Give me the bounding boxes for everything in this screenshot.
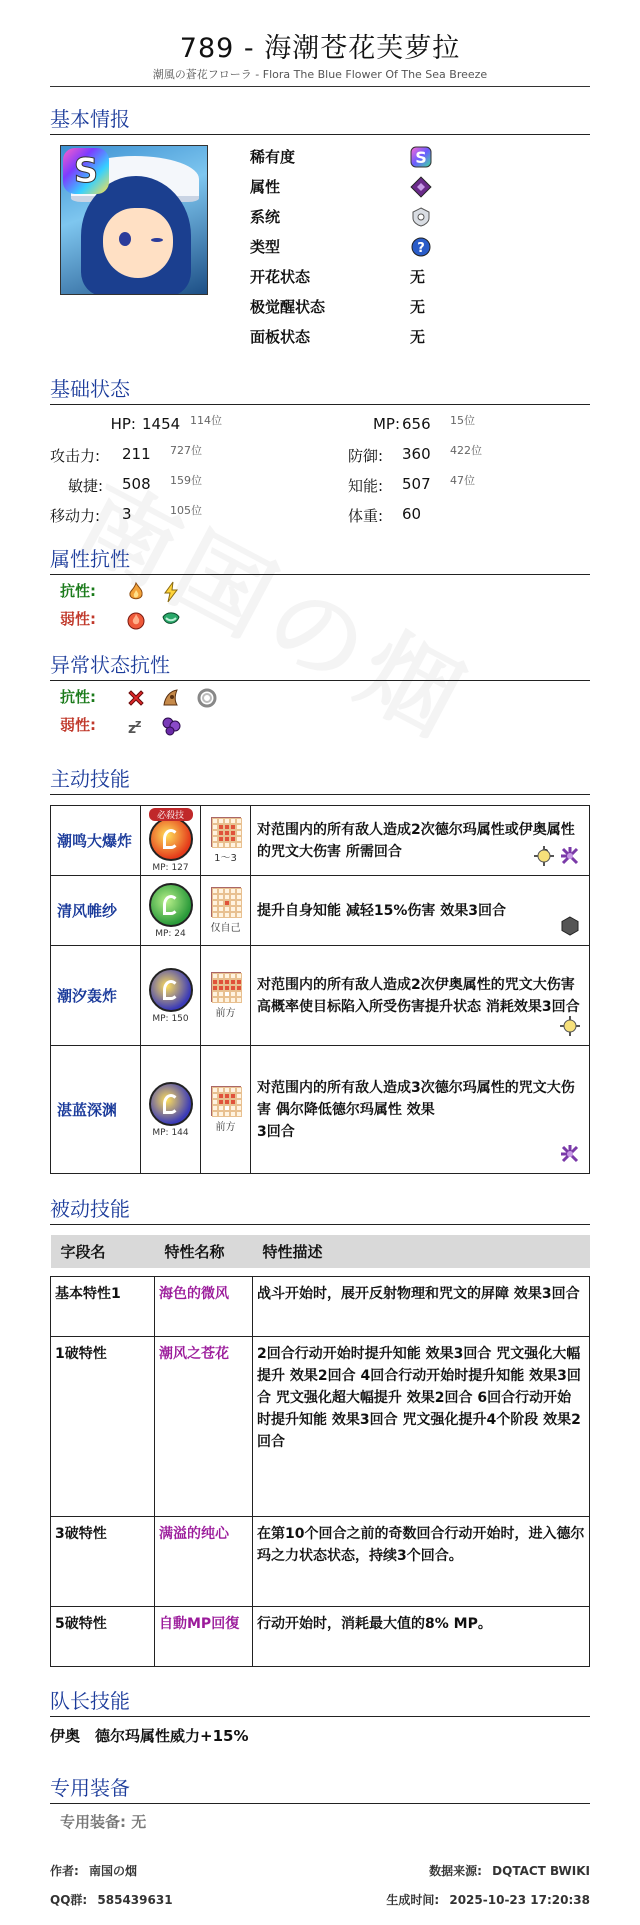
skill-orb-icon [149,968,193,1012]
info-label: 系统 [250,208,281,226]
stat-label: HP: [110,415,136,433]
stat-label: 移动力: [50,507,101,525]
footer-source [429,1862,590,1879]
info-row-element [250,176,570,206]
passive-name: 自動MP回復 [155,1606,253,1666]
fire-element-icon [125,581,147,603]
section-active-skills: 主动技能 [50,763,590,795]
skill-desc-cell [251,946,590,1046]
info-row-awaken [250,296,570,326]
footer-source-value: DQTACT BWIKI [492,1864,590,1878]
page-subtitle: 潮風の蒼花フローラ - Flora The Blue Flower Of The Sea Breeze [152,68,488,81]
elem-resist-row [60,580,190,608]
skill-desc: 对范围内的所有敌人造成3次德尔玛属性的咒文大伤害 偶尔降低德尔玛属性 效果 [257,1079,575,1118]
skill-mp: MP: 144 [152,1127,189,1138]
skill-range: 前方 [215,1122,236,1133]
skill-icon-cell [141,1046,201,1174]
info-row-rarity [250,146,570,176]
footer-author [50,1862,137,1879]
stat-rank: 727位 [170,444,202,457]
footer-author-label: 作者: [50,1864,79,1878]
range-grid-icon [211,1086,241,1116]
skill-mp: MP: 24 [155,928,186,939]
footer-source-label: 数据来源: [429,1864,482,1878]
stat-label: 体重: [348,507,384,525]
info-row-panel [250,326,570,356]
status-weak-row [60,714,190,742]
system-shield-icon [410,206,432,228]
stat-rank: 105位 [170,504,202,517]
stat-value: 3 [122,505,132,523]
resist-label: 抗性: [60,582,96,600]
poison-bubbles-icon [160,715,182,737]
passive-desc: 行动开始时，消耗最大值的8% MP。 [253,1606,590,1666]
info-value: 无 [410,268,426,286]
skill-range-cell [201,946,251,1046]
skill-desc-cell [251,1046,590,1174]
skill-range: 1～3 [214,853,237,864]
stat-rank: 159位 [170,474,202,487]
character-portrait [60,145,208,295]
stat-value: 1454 [142,415,181,433]
skill-mp: MP: 150 [152,1013,189,1024]
equipment-text: 专用装备: 无 [60,1813,147,1831]
footer-time [386,1891,590,1908]
passive-name: 潮风之苍花 [155,1336,253,1516]
skill-row [51,806,590,876]
wind-element-icon [160,609,182,631]
passive-field: 5破特性 [51,1606,155,1666]
passive-row [51,1516,590,1606]
stat-value: 508 [122,475,151,493]
skill-orb-icon [149,817,193,861]
stat-label: 攻击力: [50,447,101,465]
footer-time-label: 生成时间: [386,1893,440,1907]
active-skills-table [50,805,590,1174]
passive-name: 满溢的纯心 [155,1516,253,1606]
weak-label: 弱性: [60,610,96,628]
section-leader-skill: 队长技能 [50,1685,590,1717]
skill-icon-cell [141,946,201,1046]
svg-text:z: z [128,720,137,737]
passive-row [51,1606,590,1666]
stat-value: 360 [402,445,431,463]
passive-desc: 在第10个回合之前的奇数回合行动开始时，进入德尔玛之力状态状态，持续3个回合。 [253,1516,590,1606]
lightning-element-icon [160,581,182,603]
element-purple-icon [410,176,432,198]
portrait-eye-right [151,238,163,242]
section-base-stats: 基础状态 [50,373,590,405]
skill-row [51,946,590,1046]
status-resist-row [60,686,226,714]
skill-range-cell [201,876,251,946]
info-row-bloom [250,266,570,296]
leader-skill-text: 伊奥 德尔玛属性威力+15% [50,1727,249,1745]
passive-desc: 2回合行动开始时提升知能 效果3回合 咒文强化大幅提升 效果2回合 4回合行动开始时提升知能 效果3回合 咒文强化超大幅提升 效果2回合 6回合行动开始时提升知能 效果3回合 咒文强化提升4个阶段 效果2回合 [253,1336,590,1516]
section-equipment: 专用装备 [50,1772,590,1804]
skill-name: 清风帷纱 [51,876,141,946]
info-value: 无 [410,328,426,346]
info-value: 无 [410,298,426,316]
passive-field: 3破特性 [51,1516,155,1606]
resist-label: 抗性: [60,688,96,706]
info-label: 面板状态 [250,328,311,346]
passive-skills-table [50,1235,590,1667]
passive-header-desc: 特性描述 [253,1235,590,1268]
light-element-icon [559,1015,581,1037]
stat-value: 656 [402,415,431,433]
skill-icon-cell [141,876,201,946]
skill-row [51,1046,590,1174]
svg-text:?: ? [417,241,425,256]
range-grid-icon [211,817,241,847]
stat-value: 507 [402,475,431,493]
stat-rank: 422位 [450,444,482,457]
portrait-eye-left [119,232,131,246]
flame-element-icon [125,609,147,631]
stat-rank: 15位 [450,414,475,427]
info-label: 稀有度 [250,148,296,166]
title-divider [50,86,590,87]
passive-field: 基本特性1 [51,1276,155,1336]
passive-header-row [51,1235,590,1268]
footer-qq-value: 585439631 [97,1893,173,1907]
skill-row [51,876,590,946]
skill-range: 仅自己 [210,923,241,934]
beast-claw-icon [160,687,182,709]
skill-mp: MP: 127 [152,863,189,873]
stat-label: 敏捷: [68,477,104,495]
passive-row [51,1276,590,1336]
dark-swirl-icon [559,1143,581,1165]
skill-name: 湛蓝深渊 [51,1046,141,1174]
section-basic-info: 基本情报 [50,103,590,135]
stat-value: 60 [402,505,422,523]
light-element-icon [533,845,555,867]
weak-label: 弱性: [60,716,96,734]
info-label: 极觉醒状态 [250,298,326,316]
range-grid-icon [211,887,241,917]
stat-rank: 47位 [450,474,475,487]
passive-header-name: 特性名称 [155,1235,253,1268]
footer-qq-label: QQ群: [50,1893,88,1907]
red-x-icon [125,687,147,709]
info-row-type [250,236,570,266]
type-spell-icon [410,236,432,258]
stat-rank: 114位 [190,414,222,427]
info-label: 属性 [250,178,281,196]
skill-orb-icon [149,1082,193,1126]
stat-label: 知能: [348,477,384,495]
portrait-face [103,208,173,278]
rarity-s-icon [410,146,432,168]
sleep-zz-icon [125,715,147,737]
skill-range-cell [201,806,251,876]
stat-label: 防御: [348,447,384,465]
passive-row [51,1336,590,1516]
svg-text:z: z [135,716,142,730]
rarity-badge: S [63,148,109,194]
ultimate-tag: 必殺技 [149,808,193,821]
skill-name: 潮汐轰炸 [51,946,141,1046]
skill-desc-cell [251,806,590,876]
skill-name: 潮鸣大爆炸 [51,806,141,876]
skill-desc: 提升自身知能 减轻15%伤害 效果3回合 [257,902,506,919]
skill-icon-cell [141,806,201,876]
skill-desc-continued: 3回合 [257,1123,295,1140]
section-passive-skills: 被动技能 [50,1193,590,1225]
info-label: 开花状态 [250,268,311,286]
skill-range: 前方 [215,1008,236,1019]
skill-desc-cell [251,876,590,946]
stat-label: MP: [372,415,400,433]
info-label: 类型 [250,238,281,256]
stat-value: 211 [122,445,151,463]
passive-name: 海色的微风 [155,1276,253,1336]
none-element-icon [559,915,581,937]
info-row-system [250,206,570,236]
skill-desc: 对范围内的所有敌人造成2次伊奥属性的咒文大伤害 高概率使目标陷入所受伤害提升状态 消耗效果3回合 [257,976,580,1015]
passive-field: 1破特性 [51,1336,155,1516]
svg-text:S: S [415,148,427,167]
ring-icon [196,687,218,709]
passive-desc: 战斗开始时，展开反射物理和咒文的屏障 效果3回合 [253,1276,590,1336]
page-title: 789 - 海潮苍花芙萝拉 [179,33,461,64]
section-status-resist: 异常状态抗性 [50,649,590,681]
footer-author-value: 南国の烟 [89,1864,138,1878]
skill-orb-icon [149,883,193,927]
section-elem-resist: 属性抗性 [50,543,590,575]
passive-header-field: 字段名 [51,1235,155,1268]
elem-weak-row [60,608,190,636]
dark-swirl-icon [559,845,581,867]
footer-time-value: 2025-10-23 17:20:38 [449,1893,590,1907]
skill-range-cell [201,1046,251,1174]
range-grid-icon [211,972,241,1002]
footer-qq [50,1891,173,1908]
skill-desc: 对范围内的所有敌人造成2次德尔玛属性或伊奥属性的咒文大伤害 所需回合 [257,821,575,860]
